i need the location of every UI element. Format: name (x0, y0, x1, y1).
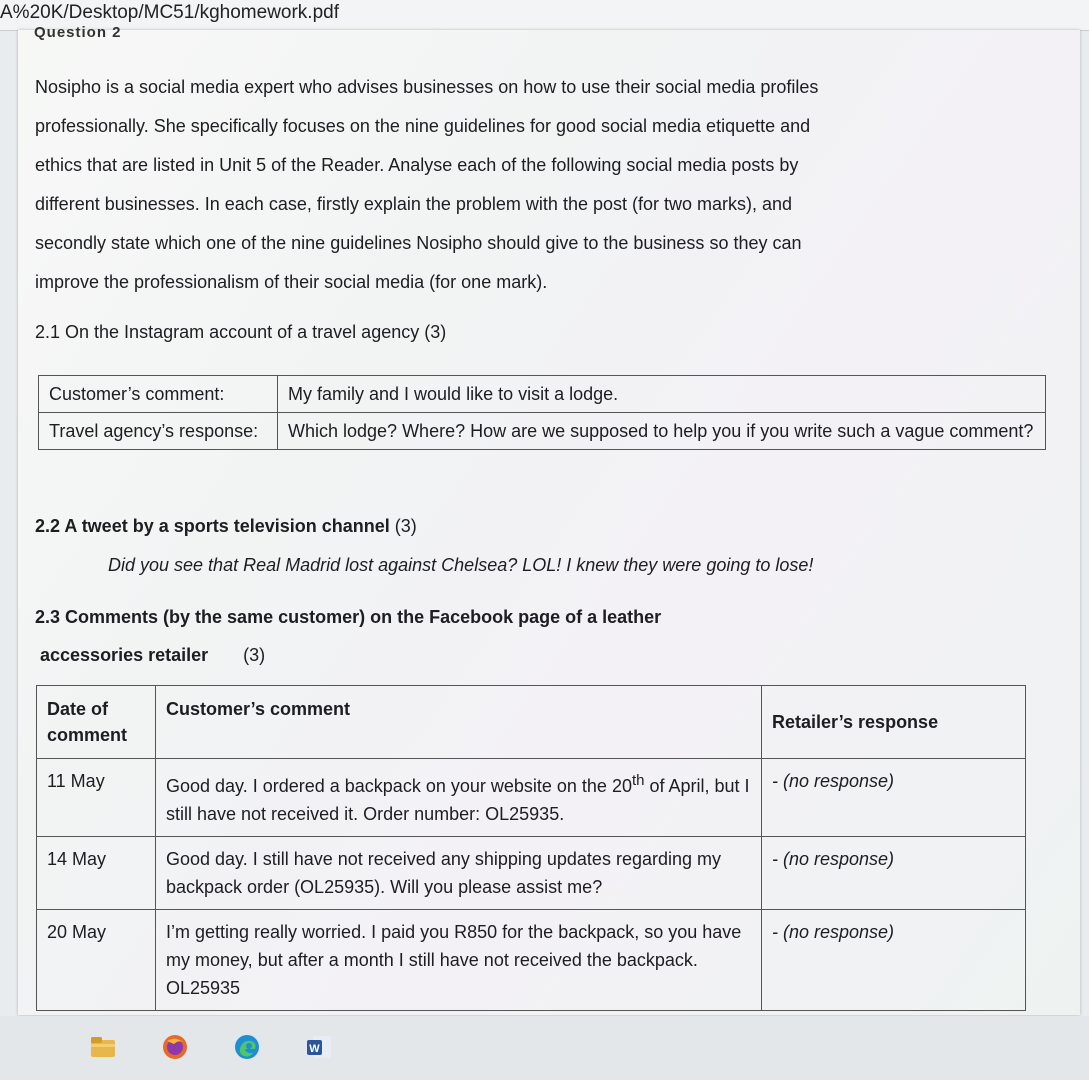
intro-line: Nosipho is a social media expert who advises businesses on how to use their social media profiles (35, 77, 819, 97)
question-2-3-title-line1: 2.3 Comments (by the same customer) on the Facebook page of a leather (35, 607, 662, 627)
table-cell-text: Which lodge? Where? How are we supposed to help you if you write such a vague comment? (278, 413, 1046, 450)
file-explorer-icon[interactable] (88, 1032, 118, 1062)
question-2-3-title-text: accessories retailer (40, 645, 209, 665)
table-row (39, 413, 1046, 450)
retailer-response: - (no response) (762, 759, 1026, 837)
retailer-response: - (no response) (762, 910, 1026, 1011)
customer-comment: Good day. I still have not received any shipping updates regarding my backpack order (OL25935). Will you please assist me? (156, 837, 762, 910)
customer-comment: I’m getting really worried. I paid you R850 for the backpack, so you have my money, but after a month I still have not received the backpack. OL25935 (156, 910, 762, 1011)
intro-line: different businesses. In each case, firstly explain the problem with the post (for two marks), and (35, 194, 793, 214)
question-heading: Question 2 (34, 24, 122, 41)
address-path[interactable]: A%20K/Desktop/MC51/kghomework.pdf (0, 2, 339, 23)
question-2-2-title (35, 516, 417, 537)
ordinal-suffix: th (631, 772, 645, 789)
table-cell-label: Customer’s comment: (39, 376, 278, 413)
tweet-text: Did you see that Real Madrid lost against Chelsea? LOL! I knew they were going to lose! (108, 555, 814, 575)
firefox-icon[interactable] (160, 1032, 190, 1062)
comment-text: Good day. I ordered a backpack on your website on the 20 (166, 776, 632, 796)
question-2-3-title-line2 (40, 645, 265, 666)
edge-icon[interactable] (232, 1032, 262, 1062)
column-header-response: Retailer’s response (762, 686, 1026, 759)
question-2-1-title: 2.1 On the Instagram account of a travel agency (3) (35, 322, 447, 342)
word-icon[interactable] (304, 1032, 334, 1062)
table-row (37, 837, 1026, 910)
taskbar (0, 1016, 1089, 1080)
question-intro (35, 68, 915, 302)
table-row (39, 376, 1046, 413)
facebook-comments-table (36, 685, 1026, 1011)
instagram-table (38, 375, 1046, 450)
pdf-page (18, 24, 1080, 1015)
intro-line: secondly state which one of the nine guidelines Nosipho should give to the business so they can (35, 233, 802, 253)
intro-line: improve the professionalism of their social media (for one mark). (35, 272, 548, 292)
comment-date: 14 May (37, 837, 156, 910)
address-bar[interactable] (0, 0, 1089, 31)
column-header-date: Date of comment (37, 686, 156, 759)
question-2-2-marks: (3) (394, 516, 417, 536)
table-row (37, 910, 1026, 1011)
question-2-2-title-text: 2.2 A tweet by a sports television channel (35, 516, 390, 536)
comment-text: of April, but I still have not received it. Order number: OL25935. (166, 776, 750, 824)
intro-line: professionally. She specifically focuses on the nine guidelines for good social media etiquette and (35, 116, 811, 136)
table-cell-label: Travel agency’s response: (39, 413, 278, 450)
retailer-response: - (no response) (762, 837, 1026, 910)
table-row (37, 759, 1026, 837)
question-2-3-marks: (3) (243, 645, 266, 665)
intro-line: ethics that are listed in Unit 5 of the Reader. Analyse each of the following social media posts by (35, 155, 799, 175)
table-cell-text: My family and I would like to visit a lodge. (278, 376, 1046, 413)
customer-comment (156, 759, 762, 837)
table-header-row (37, 686, 1026, 759)
comment-date: 11 May (37, 759, 156, 837)
comment-date: 20 May (37, 910, 156, 1011)
svg-text:W: W (309, 1043, 320, 1055)
column-header-comment: Customer’s comment (156, 686, 762, 759)
